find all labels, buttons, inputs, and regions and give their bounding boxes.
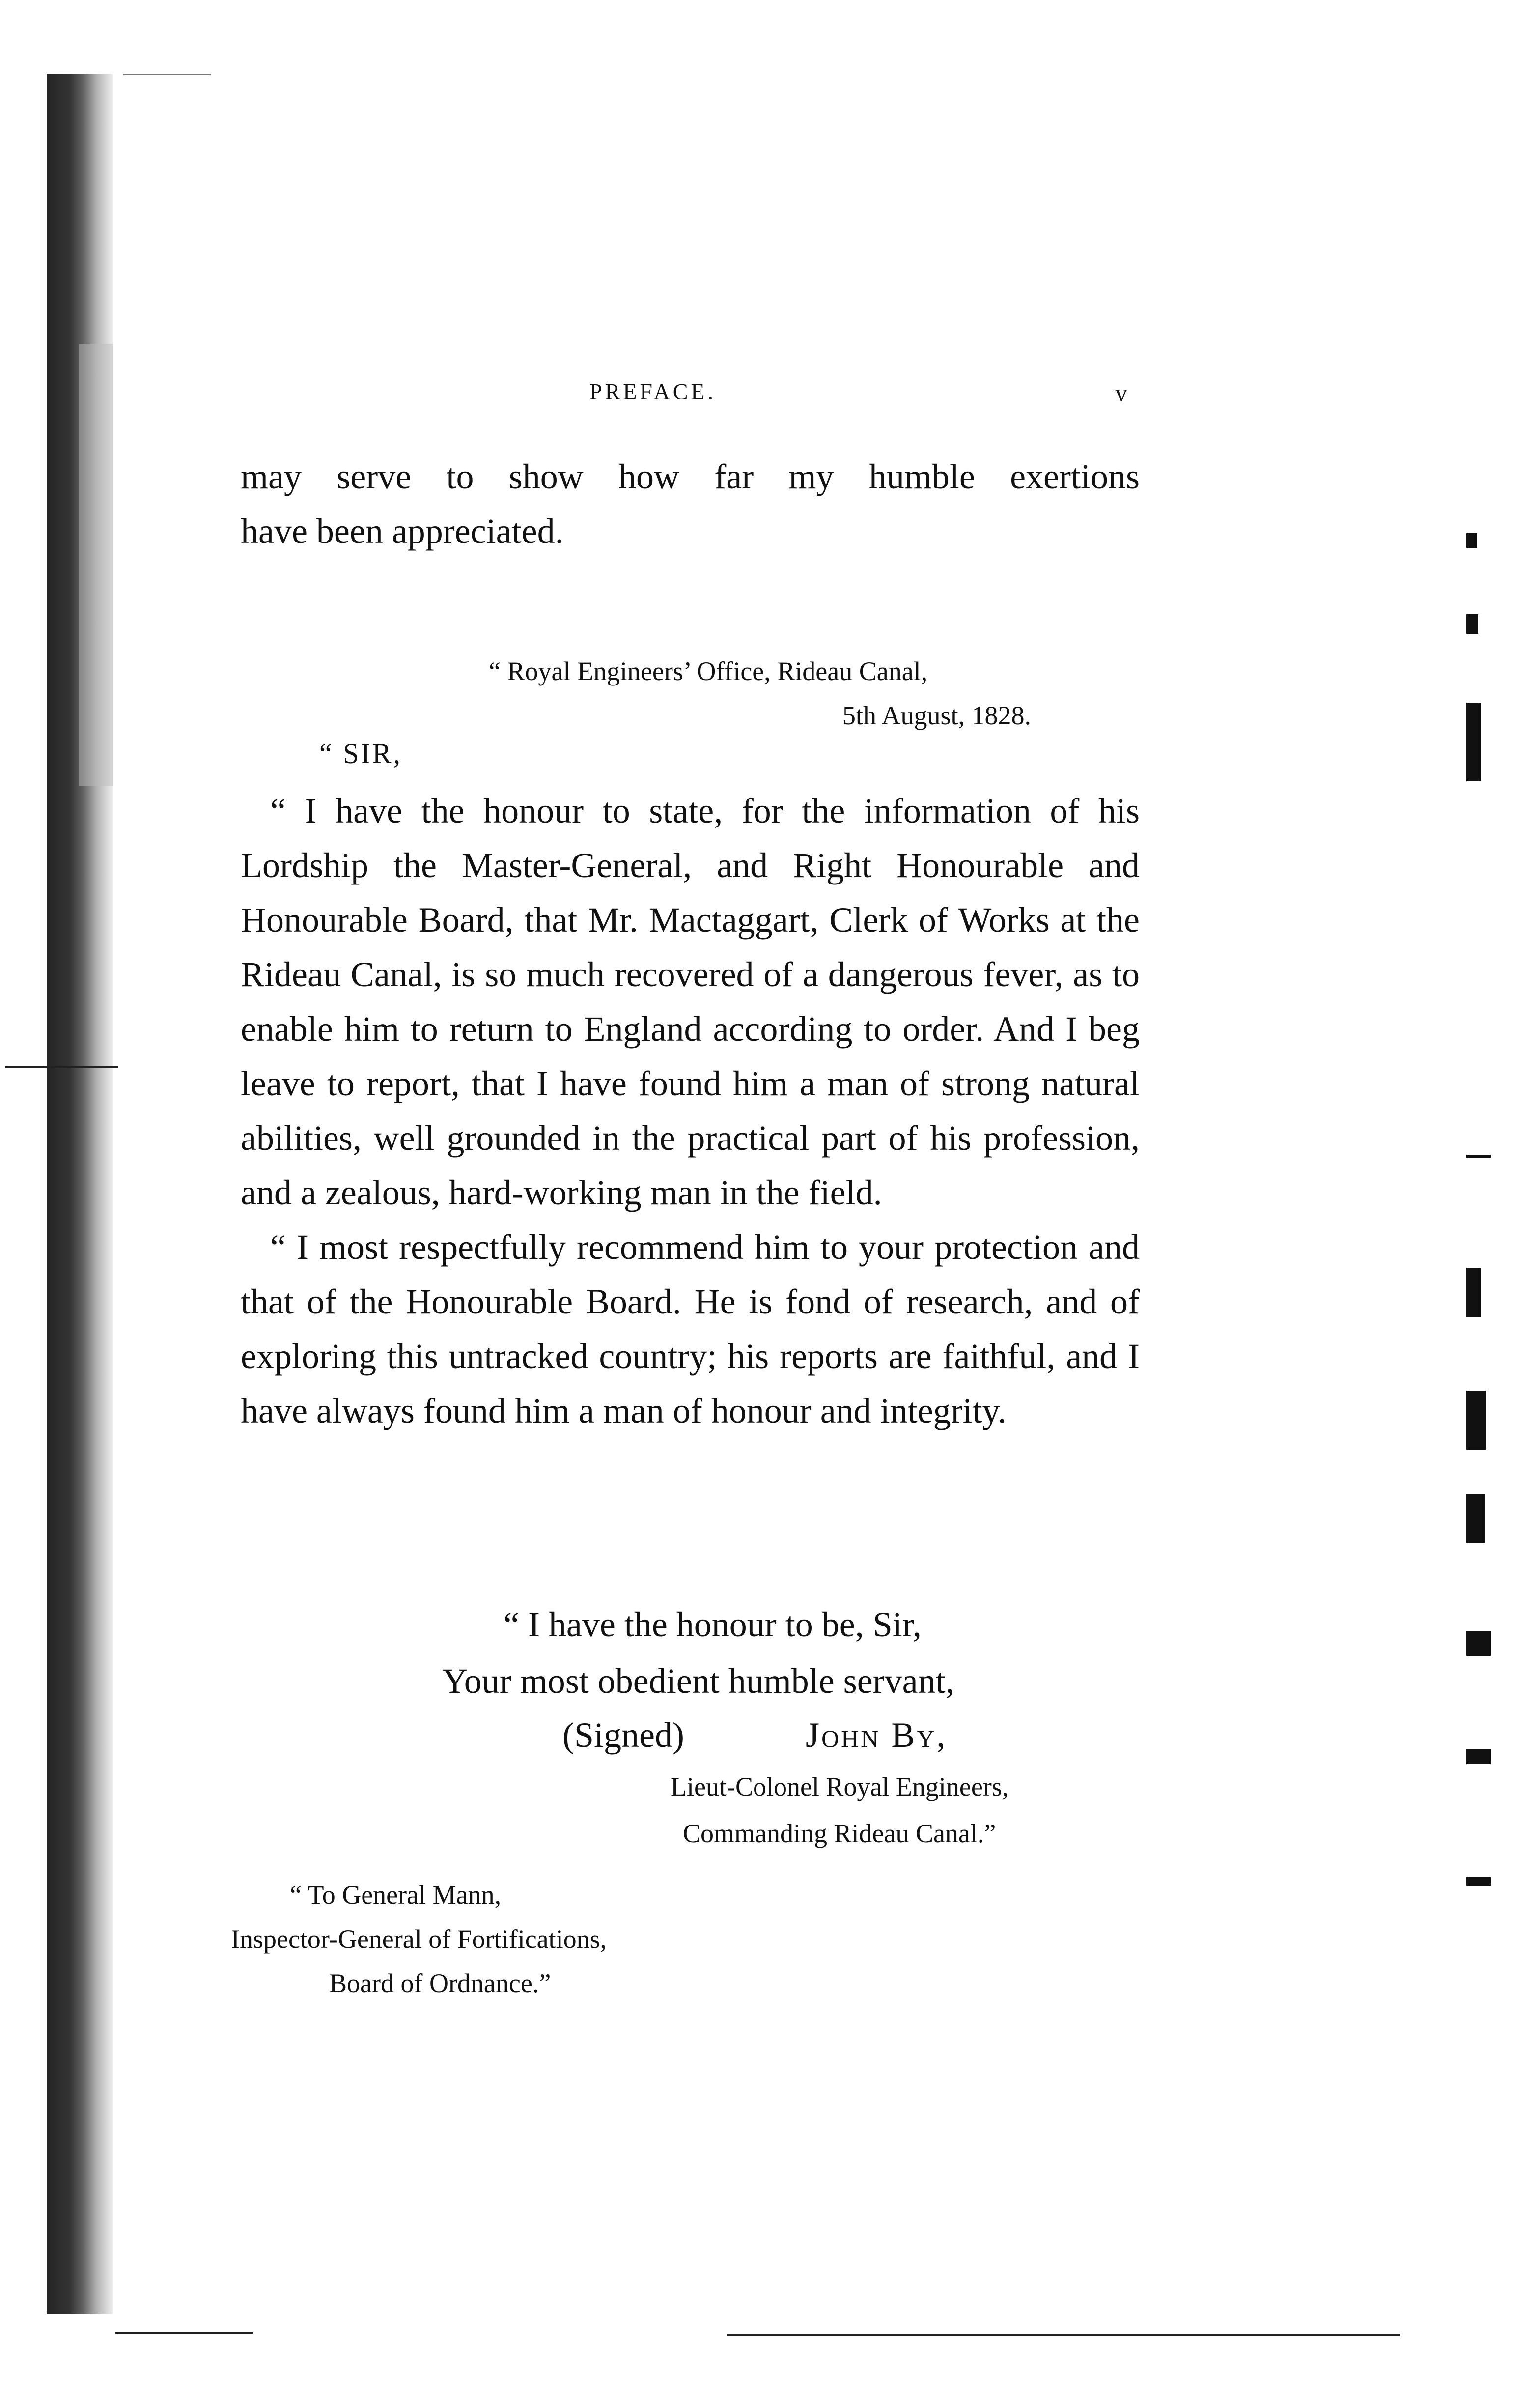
scan-left-rule xyxy=(5,1066,118,1068)
scan-mark xyxy=(1466,1749,1491,1764)
letter-closing-servant: Your most obedient humble servant, xyxy=(442,1661,954,1701)
intro-paragraph xyxy=(241,450,1140,559)
letter-closing: “ I have the honour to be, Sir, xyxy=(504,1605,922,1644)
letter-dateline-date: 5th August, 1828. xyxy=(842,701,1032,730)
scan-bottom-rule-left xyxy=(115,2332,253,2334)
scan-mark xyxy=(1466,703,1481,781)
signed-label: (Signed) xyxy=(562,1715,684,1755)
intro-line: have been appreciated. xyxy=(241,512,564,551)
address-line: “ To General Mann, xyxy=(290,1880,502,1910)
address-line: Board of Ordnance.” xyxy=(329,1968,551,1998)
scan-mark xyxy=(1466,1155,1491,1158)
scan-mark xyxy=(1466,614,1478,634)
signatory-command: Commanding Rideau Canal.” xyxy=(683,1819,996,1848)
running-head: PREFACE. xyxy=(589,379,717,404)
scan-bottom-rule-right xyxy=(727,2334,1400,2336)
intro-line: may serve to show how far my humble exertions xyxy=(241,457,1140,496)
scan-mark xyxy=(1466,533,1477,548)
scan-mark xyxy=(1466,1268,1481,1317)
scan-mark xyxy=(1466,1631,1491,1656)
signatory-title: Lieut-Colonel Royal Engineers, xyxy=(671,1772,1009,1801)
scan-top-rule xyxy=(123,74,211,75)
scan-mark xyxy=(1466,1494,1485,1543)
scan-binding-highlight xyxy=(79,344,113,786)
letter-body xyxy=(241,784,1140,1438)
signature-name: John By, xyxy=(806,1715,948,1755)
page-number: v xyxy=(1115,379,1127,406)
letter-salutation: “ SIR, xyxy=(319,738,402,770)
letter-paragraph: “ I have the honour to state, for the information of his Lordship the Master-General, and Right Honourable and Honourable Board, that Mr. Mactaggart, Clerk of Works at the Rideau Canal, is so much recovered of a dangerous fever, as to enable him to return to England according to order. And I beg leave to report, that I have found him a man of strong natural abilities, well grounded in the practical part of his profession, and a zealous, hard-working man in the field. xyxy=(241,791,1140,1212)
address-line: Inspector-General of Fortifications, xyxy=(231,1924,607,1954)
letter-dateline-place: “ Royal Engineers’ Office, Rideau Canal, xyxy=(489,656,928,686)
scan-mark xyxy=(1466,1391,1486,1450)
letter-paragraph: “ I most respectfully recommend him to your protection and that of the Honourable Board. He is fond of research, and of exploring this untracked country; his reports are faithful, and I have always found him a man of honour and integrity. xyxy=(241,1227,1140,1430)
scan-mark xyxy=(1466,1877,1491,1886)
